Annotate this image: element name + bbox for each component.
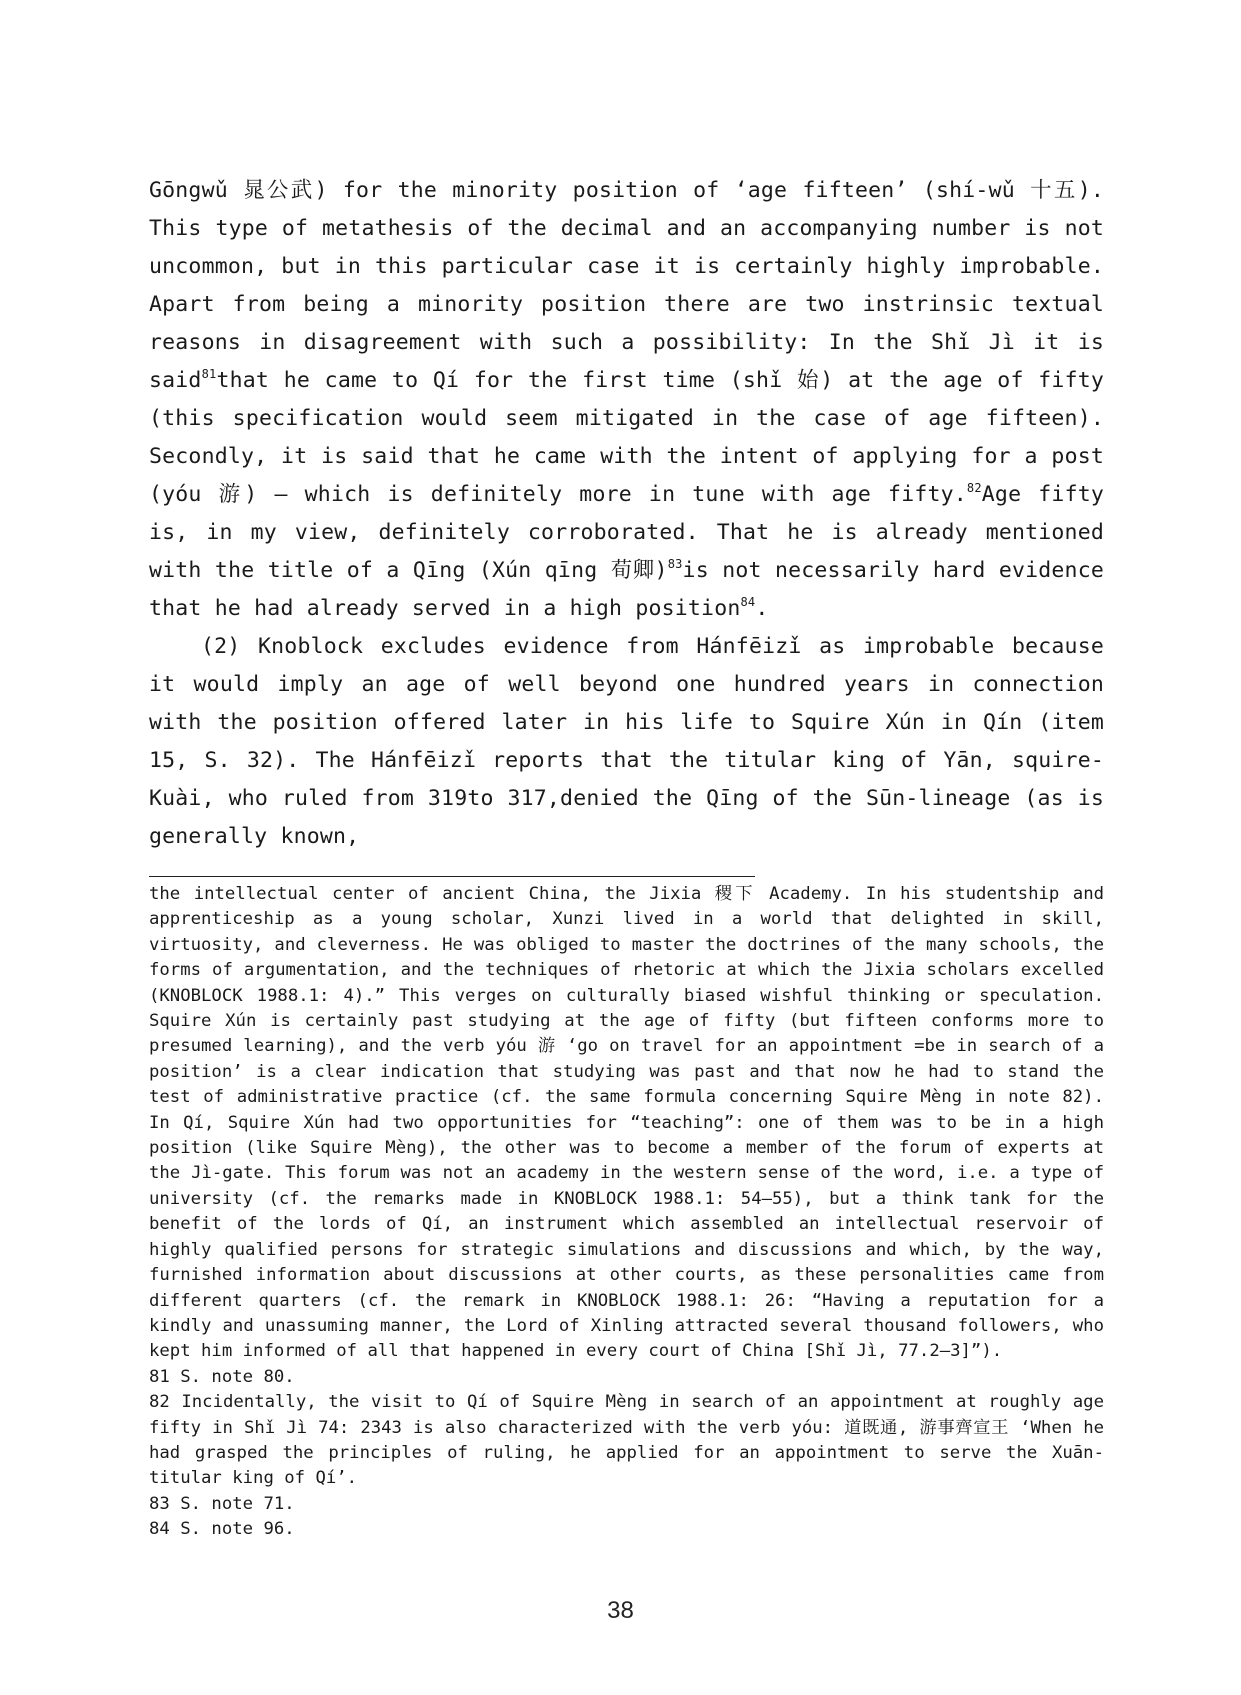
footnote-83: 83 S. note 71. — [149, 1493, 295, 1514]
footnote-ref-83[interactable]: 83 — [667, 557, 683, 571]
footnote-ref-84[interactable]: 84 — [740, 595, 756, 609]
footnote-84: 84 S. note 96. — [149, 1519, 295, 1540]
footnote-ref-82[interactable]: 82 — [966, 481, 982, 495]
footnote-82: 82 Incidentally, the visit to Qí of Squire Mèng in search of an appointment at roughly age fifty in Shǐ Jì 74: 2343 is also characterized with the verb yóu: 道既通, 游事齊宣王 ‘When he had grasped the principles of ruling, he applied for an appointment to serve the Xuān-titular king of Qí’. — [149, 1392, 1104, 1489]
footnote-divider — [149, 876, 755, 877]
footnote-continuation: the intellectual center of ancient China, the Jixia 稷下 Academy. In his studentship and apprenticeship as a young scholar, Xunzi lived in a world that delighted in skill, virtuosity, and cleverness. He was obliged to master the doctrines of the many schools, the forms of argumentation, and the techniques of rhetoric at which the Jixia scholars excelled (KNOBLOCK 1988.1: 4).” This verges on culturally biased wishful thinking or speculation. Squire Xún is certainly past studying at the age of fifty (but fifteen conforms more to presumed learning), and the verb yóu 游 ‘go on travel for an appointment =be in search of a position’ is a clear indication that studying was past and that now he had to stand the test of administrative practice (cf. the same formula concerning Squire Mèng in note 82). In Qí, Squire Xún had two opportunities for “teaching”: one of them was to be in a high position (like Squire Mèng), the other was to become a member of the forum of experts at the Jì-gate. This forum was not an academy in the western sense of the word, i.e. a type of university (cf. the remarks made in KNOBLOCK 1988.1: 54–55), but a think tank for the benefit of the lords of Qí, an instrument which assembled an intellectual reservoir of highly qualified persons for strategic simulations and discussions and which, by the way, furnished information about discussions at other courts, as these personalities came from different quarters (cf. the remark in KNOBLOCK 1988.1: 26: “Having a reputation for a kindly and unassuming manner, the Lord of Xinling attracted several thousand followers, who kept him informed of all that happened in every court of China [Shǐ Jì, 77.2–3]”). — [149, 884, 1104, 1362]
paragraph-2: (2) Knoblock excludes evidence from Hánfēizǐ as improbable because it would imply an age of well beyond one hundred years in connection with the position offered later in his life to Squire Xún in Qín (item 15, S. 32). The Hánfēizǐ reports that the titular king of Yān, squire-Kuài, who ruled from 319to 317,denied the Qīng of the Sūn-lineage (as is generally known, — [149, 634, 1104, 849]
main-text — [149, 172, 1104, 856]
footnote-81: 81 S. note 80. — [149, 1366, 295, 1387]
paragraph-1: Gōngwǔ 晁公武) for the minority position of ‘age fifteen’ (shí-wǔ 十五). This type of metathesis of the decimal and an accompanying number is not uncommon, but in this particular case it is certainly highly improbable. Apart from being a minority position there are two instrinsic textual reasons in disagreement with such a possibility: In the Shǐ Jì it is said$^{81}$that he came to Qí for the first time (shǐ 始) at the age of fifty (this specification would seem mitigated in the case of age fifteen). Secondly, it is said that he came with the intent of applying for a post (yóu 游) – which is definitely more in tune with age fifty.$^{82}$Age fifty is, in my view, definitely corroborated. That he is already mentioned with the title of a Qīng (Xún qīng 荀卿)$^{83}$is not necessarily hard evidence that he had already served in a high position$^{84}$. — [149, 178, 1104, 621]
footnotes — [149, 882, 1104, 1543]
footnote-ref-81[interactable]: 81 — [201, 367, 217, 381]
page-number: 38 — [607, 1597, 634, 1624]
